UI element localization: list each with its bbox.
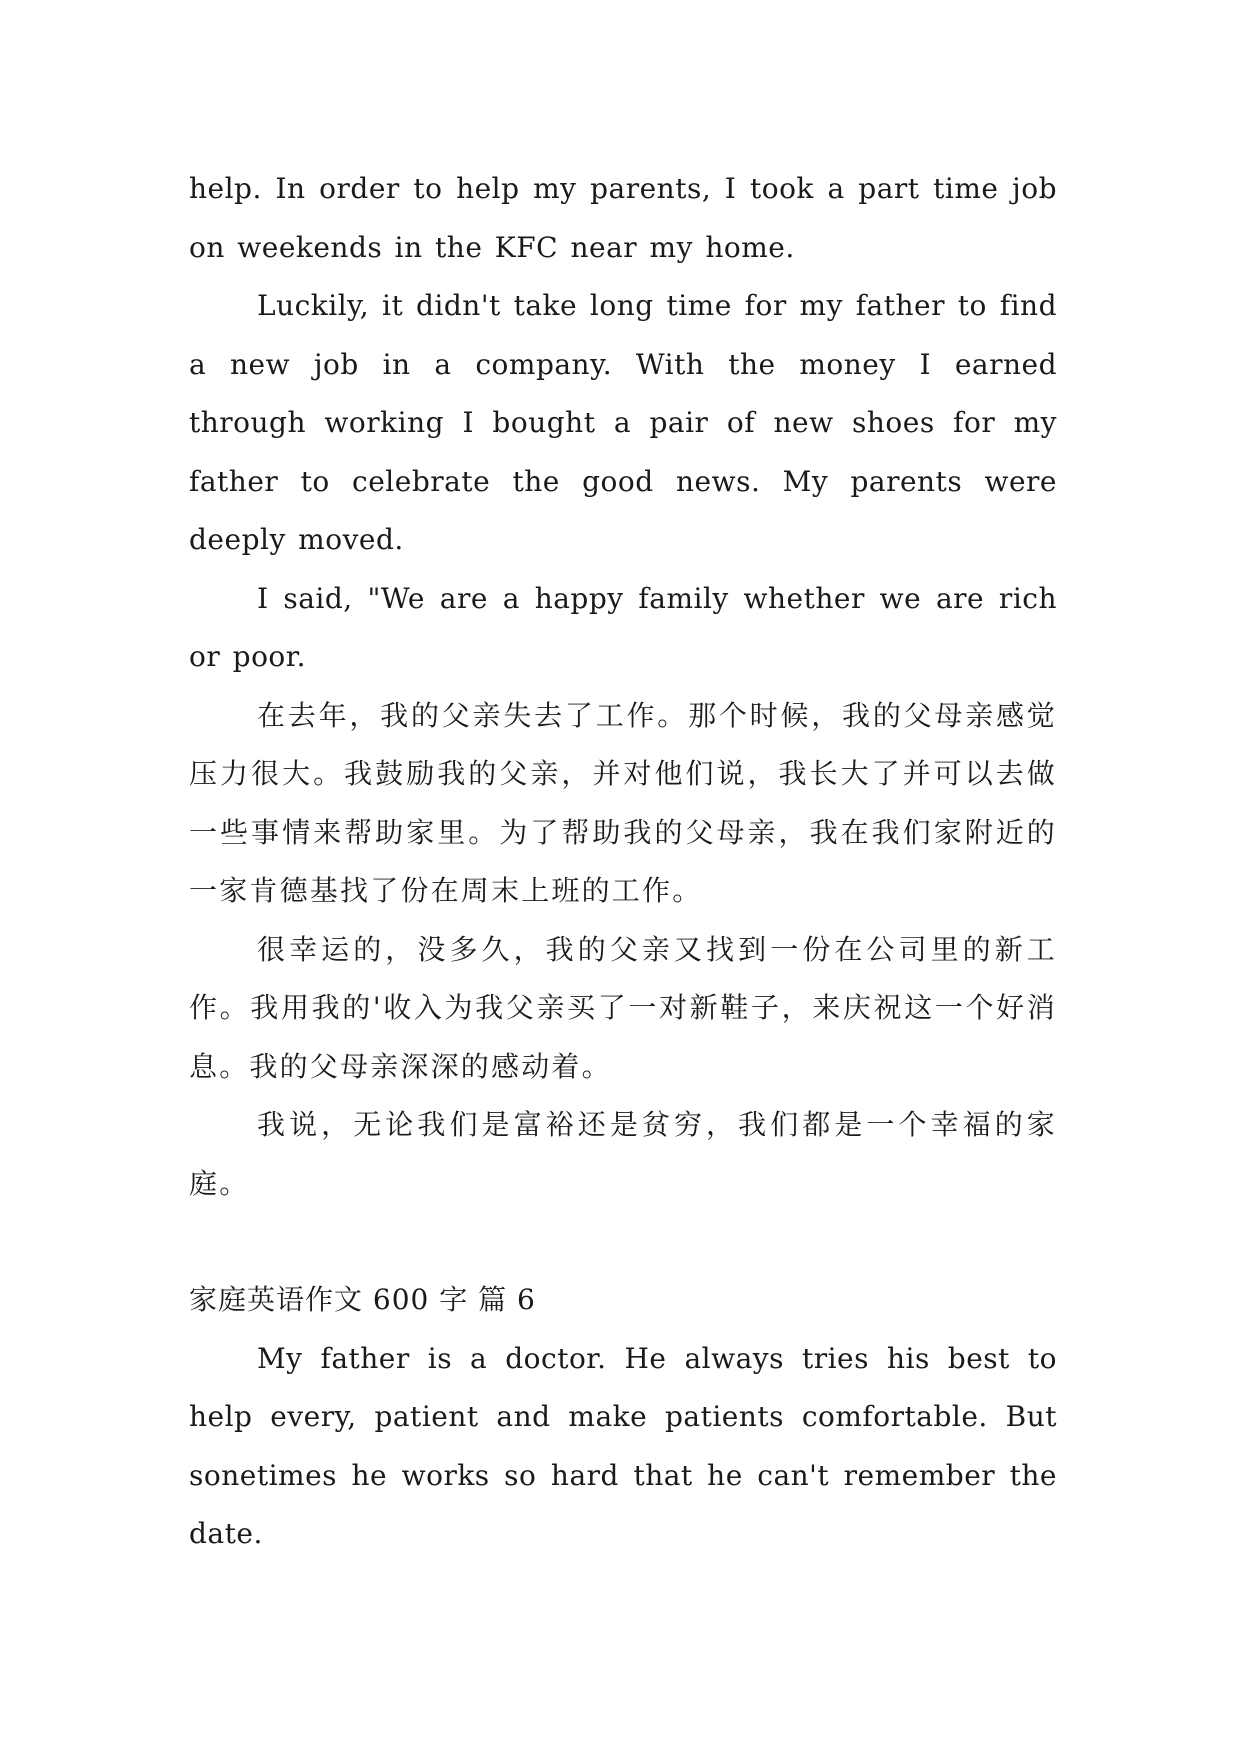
document-page [189, 160, 1057, 1564]
paragraph-zh-3: 我说，无论我们是富裕还是贫穷，我们都是一个幸福的家庭。 [189, 1108, 1057, 1200]
paragraph-en-4: My father is a doctor. He always tries his best to help every, patient and make patients comfortable. But sonetimes he works so hard that he can't remember the date. [189, 1341, 1057, 1550]
paragraph-zh-2: 很幸运的，没多久，我的父亲又找到一份在公司里的新工作。我用我的'收入为我父亲买了一对新鞋子，来庆祝这一个好消息。我的父母亲深深的感动着。 [189, 932, 1057, 1083]
paragraph-en-1: help. In order to help my parents, I took a part time job on weekends in the KFC near my home. [189, 172, 1057, 264]
paragraph-en-3: I said, "We are a happy family whether we are rich or poor. [189, 581, 1057, 673]
paragraph-en-2: Luckily, it didn't take long time for my father to find a new job in a company. With the money I earned through working I bought a pair of new shoes for my father to celebrate the good news. My parents were deeply moved. [189, 289, 1057, 556]
section-heading: 家庭英语作文 600 字 篇 6 [189, 1283, 536, 1316]
paragraph-zh-1: 在去年，我的父亲失去了工作。那个时候，我的父母亲感觉压力很大。我鼓励我的父亲，并对他们说，我长大了并可以去做一些事情来帮助家里。为了帮助我的父母亲，我在我们家附近的一家肯德基找了份在周末上班的工作。 [189, 698, 1057, 907]
